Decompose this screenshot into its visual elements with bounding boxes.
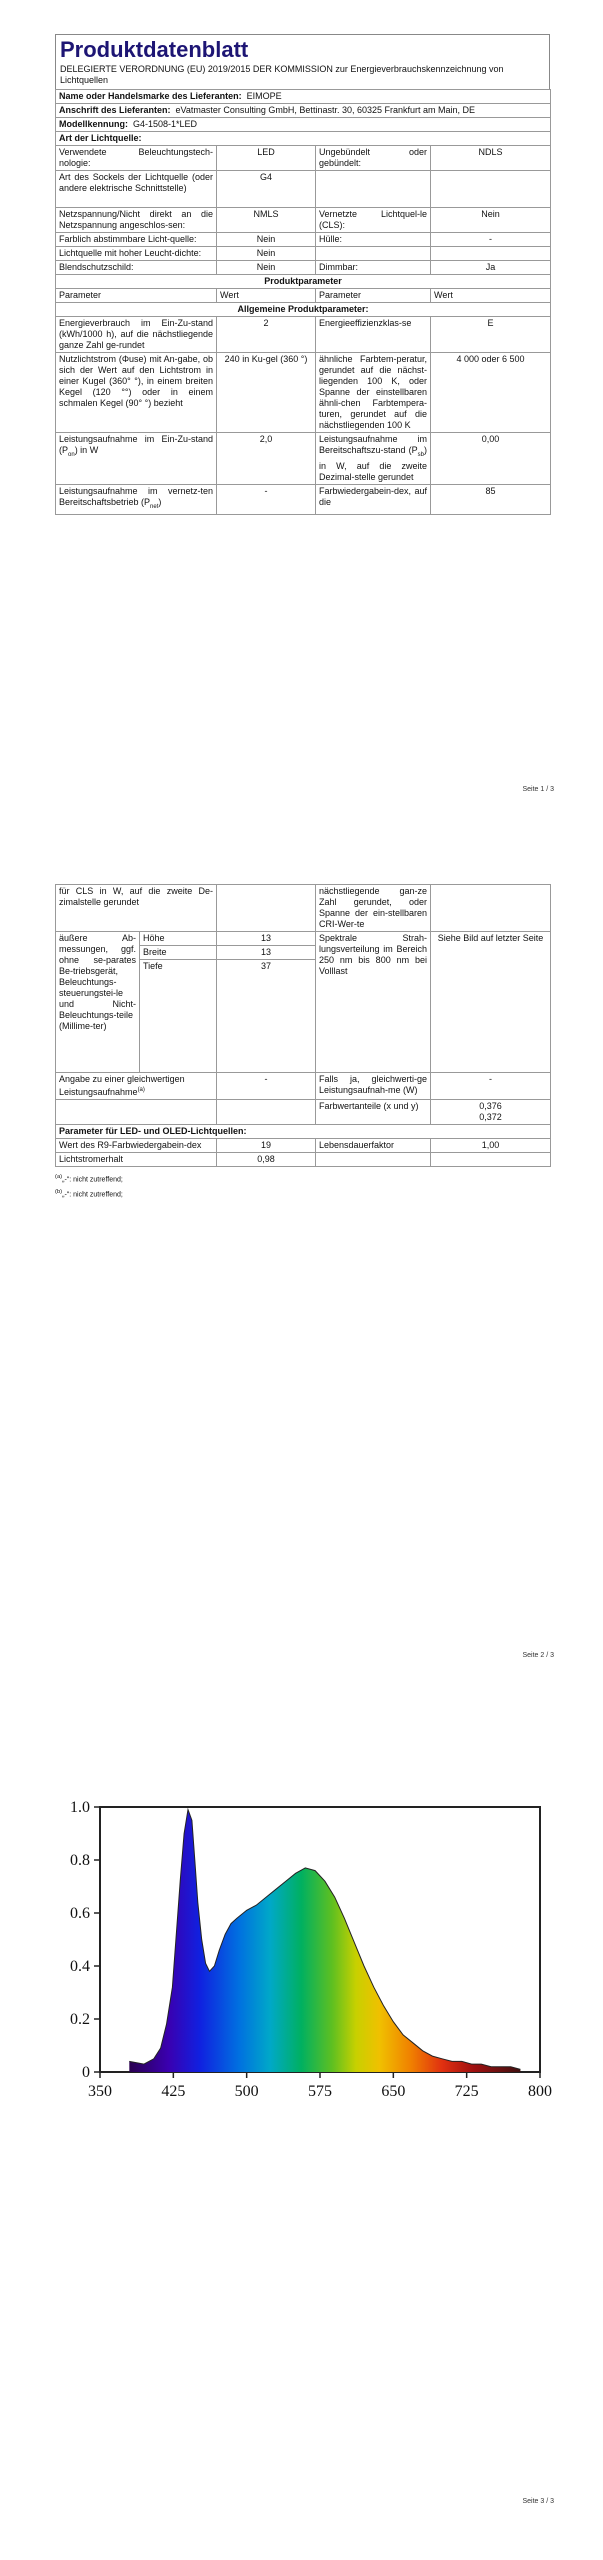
x-tick-label: 575 xyxy=(308,2083,332,2100)
column-header-value: Wert xyxy=(217,289,316,303)
y-tick-label: 1.0 xyxy=(70,1799,90,1816)
footnote-b xyxy=(55,1186,550,1201)
column-header-row xyxy=(56,289,551,303)
row-label: Farblich abstimmbare Licht-quelle: xyxy=(56,233,217,247)
datasheet-table-continued xyxy=(55,884,550,1202)
supplier-address-value: eVatmaster Consulting GmbH, Bettinastr. 30, 60325 Frankfurt am Main, DE xyxy=(175,105,476,115)
row-label: Farbwiedergabein-dex, auf die xyxy=(316,484,431,514)
table-row xyxy=(56,353,551,433)
row-value xyxy=(217,1100,316,1125)
row-value: NMLS xyxy=(217,208,316,233)
row-label: für CLS in W, auf die zweite De-zimalstelle gerundet xyxy=(56,885,217,932)
spectral-chart xyxy=(45,1795,565,2115)
row-value: 240 in Ku-gel (360 °) xyxy=(217,353,316,433)
x-tick-label: 650 xyxy=(381,2083,406,2100)
page-2 xyxy=(0,870,603,1690)
footnote-b-text: „-": nicht zutreffend; xyxy=(62,1191,123,1199)
spectral-value: Siehe Bild auf letzter Seite xyxy=(431,932,551,1073)
table-row xyxy=(56,484,551,514)
chroma-y: 0,372 xyxy=(479,1112,502,1122)
standby-label-a: Leistungsaufnahme im Bereitschaftszu-stand (P xyxy=(319,434,427,455)
row-value: 85 xyxy=(431,484,551,514)
row-value: NDLS xyxy=(431,146,551,171)
row-value: 2 xyxy=(217,317,316,353)
networked-label-b: ) xyxy=(158,496,162,507)
footnotes xyxy=(55,1171,550,1202)
page-3 xyxy=(0,1700,603,2560)
row-value: - xyxy=(217,1073,316,1100)
depth-label: Tiefe xyxy=(140,960,217,1073)
page-title: Produktdatenblatt xyxy=(55,34,550,63)
column-header-parameter: Parameter xyxy=(316,289,431,303)
networked-sub: net xyxy=(150,503,159,510)
column-header-value: Wert xyxy=(431,289,551,303)
x-tick-label: 725 xyxy=(454,2083,479,2100)
dimensions-label: äußere Ab-messungen, ggf. ohne se-parates Be-triebsgerät, Beleuchtungs-steuerungstei-le und Nicht-Beleuchtungs-teile (Millime-ter) xyxy=(56,932,140,1073)
standby-label-b: ) in W, auf die zweite Dezimal-stelle gerundet xyxy=(319,445,427,482)
x-tick-label: 350 xyxy=(88,2083,112,2100)
supplier-name-label: Name oder Handelsmarke des Lieferanten: xyxy=(59,91,242,101)
footnote-b-sup: (b) xyxy=(55,1189,63,1196)
row-value: Nein xyxy=(431,208,551,233)
row-label: Verwendete Beleuchtungstech-nologie: xyxy=(56,146,217,171)
row-value xyxy=(431,247,551,261)
x-tick-label: 800 xyxy=(528,2083,552,2100)
row-label: Blendschutzschild: xyxy=(56,261,217,275)
row-value: Nein xyxy=(217,247,316,261)
row-label xyxy=(56,1100,217,1125)
row-value xyxy=(431,171,551,208)
led-params-row xyxy=(56,1125,551,1139)
row-value xyxy=(217,885,316,932)
row-label: Falls ja, gleichwerti-ge Leistungsaufnah-me (W) xyxy=(316,1073,431,1100)
row-value: - xyxy=(431,1073,551,1100)
table-row xyxy=(56,208,551,233)
y-tick-label: 0 xyxy=(82,2064,90,2081)
y-tick-label: 0.6 xyxy=(70,1905,90,1922)
row-label xyxy=(316,171,431,208)
row-label: Nutzlichtstrom (Φuse) mit An-gabe, ob sich der Wert auf den Lichtstrom in einer Kugel (360° °), in einem breiten Kegel (120 °°) oder in einem schmalen Kegel (90° °) bezieht xyxy=(56,353,217,433)
page-1 xyxy=(0,0,603,860)
row-value: 2,0 xyxy=(217,433,316,485)
row-label xyxy=(56,484,217,514)
y-tick-label: 0.2 xyxy=(70,2011,90,2028)
row-value: 0,00 xyxy=(431,433,551,485)
row-value: - xyxy=(431,233,551,247)
datasheet-table xyxy=(55,34,550,515)
product-parameters-heading: Produktparameter xyxy=(56,275,551,289)
standby-sub: sb xyxy=(417,451,424,458)
general-params-heading: Allgemeine Produktparameter: xyxy=(56,303,551,317)
row-value: LED xyxy=(217,146,316,171)
page-number: Seite 3 / 3 xyxy=(522,2498,554,2505)
supplier-address-label: Anschrift des Lieferanten: xyxy=(59,105,171,115)
footnote-a-text: „-": nicht zutreffend; xyxy=(62,1176,123,1184)
equiv-label: Angabe zu einer gleichwertigen Leistungsaufnahme xyxy=(59,1074,185,1097)
row-value: Ja xyxy=(431,261,551,275)
row-value: 4 000 oder 6 500 xyxy=(431,353,551,433)
row-value: 1,00 xyxy=(431,1139,551,1153)
column-header-parameter: Parameter xyxy=(56,289,217,303)
row-label: Lichtstromerhalt xyxy=(56,1153,217,1167)
x-tick-label: 500 xyxy=(234,2083,259,2100)
table-row xyxy=(56,1100,551,1125)
row-value xyxy=(431,1100,551,1125)
page-number: Seite 2 / 3 xyxy=(522,1652,554,1659)
table-row xyxy=(56,1139,551,1153)
table-row xyxy=(56,233,551,247)
model-label: Modellkennung: xyxy=(59,119,128,129)
y-tick-label: 0.8 xyxy=(70,1852,90,1869)
model-value: G4-1508-1*LED xyxy=(133,119,198,129)
footnote-a-sup: (a) xyxy=(55,1174,63,1180)
supplier-name-value: EIMOPE xyxy=(246,91,282,101)
spectral-label: Spektrale Strah-lungsverteilung im Bereich 250 nm bis 800 nm bei Volllast xyxy=(316,932,431,1073)
row-value: E xyxy=(431,317,551,353)
on-power-label-a: Leistungsaufnahme im Ein-Zu-stand (P xyxy=(59,434,213,455)
row-label: Netzspannung/Nicht direkt an die Netzspannung angeschlos-sen: xyxy=(56,208,217,233)
row-label xyxy=(316,433,431,485)
supplier-name-row xyxy=(56,90,551,104)
row-label xyxy=(56,1073,217,1100)
height-value: 13 xyxy=(217,932,316,946)
row-label: Energieeffizienzklas-se xyxy=(316,317,431,353)
row-value: Nein xyxy=(217,261,316,275)
row-label: Farbwertanteile (x und y) xyxy=(316,1100,431,1125)
table-row xyxy=(56,433,551,485)
width-value: 13 xyxy=(217,946,316,960)
row-value xyxy=(431,885,551,932)
table-row xyxy=(56,247,551,261)
table-row xyxy=(56,885,551,932)
row-value: G4 xyxy=(217,171,316,208)
row-label xyxy=(56,433,217,485)
footnote-a xyxy=(55,1171,550,1186)
x-tick-label: 425 xyxy=(161,2083,186,2100)
table-row xyxy=(56,171,551,208)
row-label: Ungebündelt oder gebündelt: xyxy=(316,146,431,171)
row-value: - xyxy=(217,484,316,514)
dimensions-row xyxy=(56,932,551,946)
row-value: 19 xyxy=(217,1139,316,1153)
light-source-type-row xyxy=(56,132,551,146)
table-row xyxy=(56,1073,551,1100)
row-label: Lebensdauerfaktor xyxy=(316,1139,431,1153)
supplier-address-row xyxy=(56,104,551,118)
general-params-row xyxy=(56,303,551,317)
row-label: Vernetzte Lichtquel-le (CLS): xyxy=(316,208,431,233)
row-label xyxy=(316,1153,431,1167)
row-label: Wert des R9-Farbwiedergabein-dex xyxy=(56,1139,217,1153)
row-label: Hülle: xyxy=(316,233,431,247)
row-value: Nein xyxy=(217,233,316,247)
height-label: Höhe xyxy=(140,932,217,946)
product-parameters-row xyxy=(56,275,551,289)
spectral-chart-svg xyxy=(45,1795,565,2115)
row-label xyxy=(316,247,431,261)
depth-value: 37 xyxy=(217,960,316,1073)
networked-label-a: Leistungsaufnahme im vernetz-ten Bereitschaftsbetrieb (P xyxy=(59,485,213,507)
on-power-label-b: ) in W xyxy=(74,445,99,455)
equiv-sup: (a) xyxy=(137,1087,145,1093)
regulation-subtitle: DELEGIERTE VERORDNUNG (EU) 2019/2015 DER KOMMISSION zur Energieverbrauchskennzeichnung von Lichtquellen xyxy=(55,63,550,89)
table-row xyxy=(56,261,551,275)
light-source-type-heading: Art der Lichtquelle: xyxy=(56,132,551,146)
table-row xyxy=(56,317,551,353)
row-label: nächstliegende gan-ze Zahl gerundet, oder Spanne der ein-stellbaren CRI-Wer-te xyxy=(316,885,431,932)
table-row xyxy=(56,1153,551,1167)
row-value xyxy=(431,1153,551,1167)
y-tick-label: 0.4 xyxy=(70,1958,90,1975)
row-value: 0,98 xyxy=(217,1153,316,1167)
led-params-heading: Parameter für LED- und OLED-Lichtquellen: xyxy=(56,1125,551,1139)
row-label: Lichtquelle mit hoher Leucht-dichte: xyxy=(56,247,217,261)
row-label: Dimmbar: xyxy=(316,261,431,275)
chroma-x: 0,376 xyxy=(479,1101,502,1111)
page-number: Seite 1 / 3 xyxy=(522,786,554,793)
row-label: Art des Sockels der Lichtquelle (oder andere elektrische Schnittstelle) xyxy=(56,171,217,208)
row-label: Energieverbrauch im Ein-Zu-stand (kWh/1000 h), auf die nächstliegende ganze Zahl ge-rundet xyxy=(56,317,217,353)
model-row xyxy=(56,118,551,132)
on-power-sub: on xyxy=(68,451,75,458)
table-row xyxy=(56,146,551,171)
width-label: Breite xyxy=(140,946,217,960)
row-label: ähnliche Farbtem-peratur, gerundet auf die nächst-liegenden 100 K, oder Spanne der einstellbaren ähnli-chen Farbtempera-turen, gerundet auf die nächstliegenden 100 K xyxy=(316,353,431,433)
